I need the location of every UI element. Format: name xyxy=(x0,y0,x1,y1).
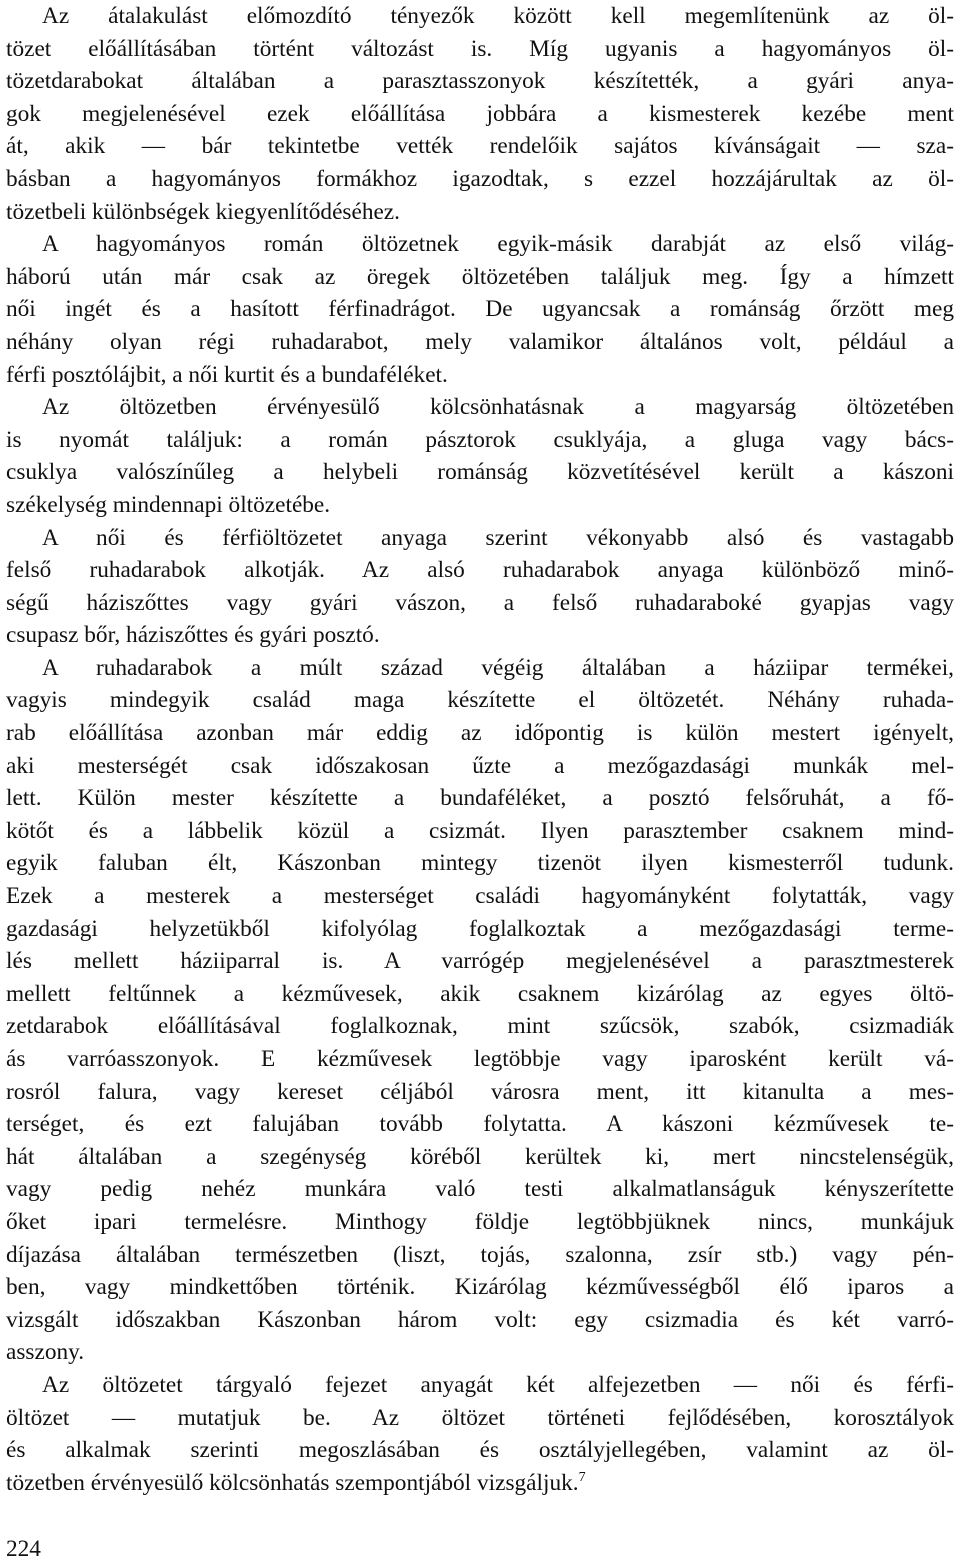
text-line-content: tözetben érvényesülő kölcsönhatás szempontjából vizsgáljuk. xyxy=(6,1469,579,1496)
text-line xyxy=(6,1369,954,1402)
document-page xyxy=(6,0,954,1499)
text-line xyxy=(6,163,954,196)
text-line-content: Az átalakulást előmozdító tényezők között kell megemlítenünk az öl- xyxy=(42,3,954,29)
text-line xyxy=(6,98,954,131)
text-line xyxy=(6,1304,954,1337)
text-line-content: zetdarabok előállításával foglalkoznak, mint szűcsök, szabók, csizmadiák xyxy=(6,1013,954,1040)
text-line xyxy=(6,1206,954,1239)
text-line-content: tözetbeli különbségek kiegyenlítődéséhez. xyxy=(6,198,400,225)
text-line-content: ben, vagy mindkettőben történik. Kizárólag kézművességből élő iparos a xyxy=(6,1274,954,1301)
text-line xyxy=(6,1076,954,1109)
text-line xyxy=(6,130,954,163)
text-line-content: vagyis mindegyik család maga készítette el öltözetét. Néhány ruhada- xyxy=(6,687,954,714)
text-line-content: mellett feltűnnek a kézművesek, akik csaknem kizárólag az egyes öltö- xyxy=(6,980,954,1007)
text-line-content: rosról falura, vagy kereset céljából városra ment, itt kitanulta a mes- xyxy=(6,1078,954,1105)
text-line xyxy=(6,619,954,652)
text-line-content: néhány olyan régi ruhadarabot, mely valamikor általános volt, például a xyxy=(6,328,954,355)
text-line xyxy=(6,522,954,555)
text-line xyxy=(6,1043,954,1076)
text-line-content: női ingét és a hasított férfinadrágot. De ugyancsak a románság őrzött meg xyxy=(6,296,954,323)
text-line-content: A ruhadarabok a múlt század végéig általában a háziipar termékei, xyxy=(42,654,954,681)
text-line-content: át, akik — bár tekintetbe vették rendelőik sajátos kívánságait — sza- xyxy=(6,133,954,160)
text-line-content: egyik faluban élt, Kászonban mintegy tizenöt ilyen kismesterről tudunk. xyxy=(6,850,954,877)
text-line xyxy=(6,261,954,294)
text-line xyxy=(6,456,954,489)
text-line-content: gok megjelenésével ezek előállítása jobbára a kismesterek kezébe ment xyxy=(6,100,954,127)
text-line xyxy=(6,65,954,98)
text-line xyxy=(6,1239,954,1272)
text-line-content: ségű háziszőttes vagy gyári vászon, a felső ruhadaraboké gyapjas vagy xyxy=(6,589,954,616)
text-line xyxy=(6,228,954,261)
text-line-content: A női és férfiöltözetet anyaga szerint vékonyabb alsó és vastagabb xyxy=(42,524,954,551)
text-line-content: aki mesterségét csak időszakosan űzte a mezőgazdasági munkák mel- xyxy=(6,752,954,779)
footnote-marker: 7 xyxy=(578,1469,586,1485)
text-line xyxy=(6,880,954,913)
text-line xyxy=(6,750,954,783)
text-line-content: Az öltözetben érvényesülő kölcsönhatásnak a magyarság öltözetében xyxy=(42,394,954,421)
text-line-content: székelység mindennapi öltözetébe. xyxy=(6,491,331,518)
text-line xyxy=(6,293,954,326)
text-line-content: férfi posztólájbit, a női kurtit és a bundaféléket. xyxy=(6,361,448,388)
text-line-content: hát általában a szegénység köréből kerültek ki, mert nincstelenségük, xyxy=(6,1143,954,1170)
text-line-content: csupasz bőr, háziszőttes és gyári posztó. xyxy=(6,622,380,649)
text-line xyxy=(6,391,954,424)
text-line-content: és alkalmak szerinti megoszlásában és osztályjellegében, valamint az öl- xyxy=(6,1437,954,1464)
text-line xyxy=(6,847,954,880)
text-line xyxy=(6,1173,954,1206)
text-line xyxy=(6,587,954,620)
text-line-content: ás varróasszonyok. E kézművesek legtöbbje vagy iparosként került vá- xyxy=(6,1046,954,1072)
text-line-content: Az öltözetet tárgyaló fejezet anyagát két alfejezetben — női és férfi- xyxy=(42,1371,954,1398)
text-line-content: lés mellett háziiparral is. A varrógép megjelenésével a parasztmesterek xyxy=(6,948,954,975)
text-line xyxy=(6,978,954,1011)
text-line-content: csuklya valószínűleg a helybeli románság közvetítésével került a kászoni xyxy=(6,459,954,486)
text-line xyxy=(6,717,954,750)
text-line-content: gazdasági helyzetükből kifolyólag foglalkoztak a mezőgazdasági terme- xyxy=(6,915,954,942)
text-line xyxy=(6,1402,954,1435)
text-line-content: háború után már csak az öregek öltözetében találjuk meg. Így a hímzett xyxy=(6,263,954,290)
text-line xyxy=(6,554,954,587)
text-line-content: terséget, és ezt falujában tovább folytatta. A kászoni kézművesek te- xyxy=(6,1111,954,1138)
text-line-content: asszony. xyxy=(6,1339,85,1366)
text-line-content: díjazása általában természetben (liszt, tojás, szalonna, zsír stb.) vagy pén- xyxy=(6,1241,954,1268)
text-line xyxy=(6,1336,954,1369)
text-line xyxy=(6,359,954,392)
page-number: 224 xyxy=(6,1536,41,1562)
text-line xyxy=(6,1467,954,1500)
text-line-content: vizsgált időszakban Kászonban három volt: egy csizmadia és két varró- xyxy=(6,1306,954,1333)
text-line-content: kötőt és a lábbelik közül a csizmát. Ilyen parasztember csaknem mind- xyxy=(6,817,954,844)
text-line xyxy=(6,424,954,457)
text-line xyxy=(6,326,954,359)
text-line-content: lett. Külön mester készítette a bundaféléket, a posztó felsőruhát, a fő- xyxy=(6,785,954,812)
text-line-content: vagy pedig nehéz munkára való testi alkalmatlanságuk kényszerítette xyxy=(6,1176,954,1203)
text-line xyxy=(6,0,954,33)
text-line-content: is nyomát találjuk: a román pásztorok csuklyája, a gluga vagy bács- xyxy=(6,426,954,453)
text-line-content: básban a hagyományos formákhoz igazodtak, s ezzel hozzájárultak az öl- xyxy=(6,165,954,192)
text-line xyxy=(6,489,954,522)
text-line-content: A hagyományos román öltözetnek egyik-másik darabját az első világ- xyxy=(42,231,954,258)
text-line xyxy=(6,913,954,946)
text-line-content: felső ruhadarabok alkotják. Az alsó ruhadarabok anyaga különböző minő- xyxy=(6,557,954,584)
text-line xyxy=(6,815,954,848)
text-line xyxy=(6,1271,954,1304)
text-line xyxy=(6,196,954,229)
text-line-content: öltözet — mutatjuk be. Az öltözet történeti fejlődésében, korosztályok xyxy=(6,1404,954,1431)
text-line xyxy=(6,684,954,717)
text-line xyxy=(6,1108,954,1141)
text-line xyxy=(6,1434,954,1467)
text-line xyxy=(6,782,954,815)
text-line xyxy=(6,33,954,66)
text-line-content: tözet előállításában történt változást is. Míg ugyanis a hagyományos öl- xyxy=(6,35,954,62)
text-line xyxy=(6,1141,954,1174)
text-line-content: őket ipari termelésre. Minthogy földje legtöbbjüknek nincs, munkájuk xyxy=(6,1208,954,1235)
text-line-content: Ezek a mesterek a mesterséget családi hagyományként folytatták, vagy xyxy=(6,883,954,910)
text-line xyxy=(6,1010,954,1043)
text-line xyxy=(6,945,954,978)
text-line xyxy=(6,652,954,685)
text-line-content: rab előállítása azonban már eddig az időpontig is külön mestert igényelt, xyxy=(6,720,954,747)
text-line-content: tözetdarabokat általában a parasztasszonyok készítették, a gyári anya- xyxy=(6,68,954,95)
